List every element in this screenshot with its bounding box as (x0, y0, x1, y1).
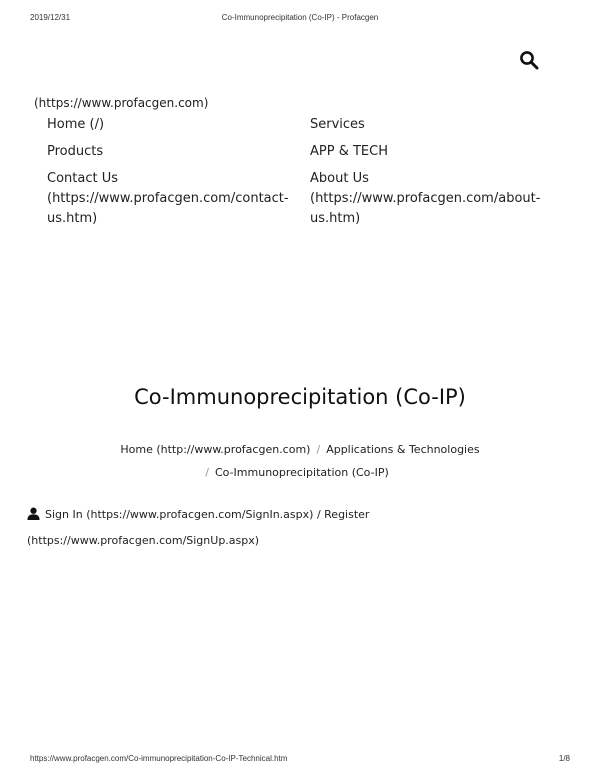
search-icon[interactable] (519, 50, 539, 70)
nav-contact-label: Contact Us (47, 171, 118, 186)
print-title: Co-Immunoprecipitation (Co-IP) - Profacgen (221, 13, 379, 22)
logo-link[interactable]: (https://www.profacgen.com) (34, 96, 209, 110)
sign-in-link[interactable]: Sign In (https://www.profacgen.com/SignIn.aspx) (45, 508, 314, 521)
nav-contact-url: (https://www.profacgen.com/contact- (47, 191, 289, 206)
print-header (0, 13, 600, 25)
account-links (45, 508, 369, 521)
nav-home[interactable]: Home (/) (47, 117, 105, 132)
breadcrumb (0, 443, 600, 456)
nav-products[interactable]: Products (47, 144, 104, 159)
nav-about-url: (https://www.profacgen.com/about- (310, 191, 541, 206)
breadcrumb-current: Co-Immunoprecipitation (Co-IP) (214, 466, 389, 479)
breadcrumb-applications[interactable]: Applications & Technologies (326, 443, 480, 456)
nav-contact-us[interactable] (47, 169, 297, 229)
page-title: Co-Immunoprecipitation (Co-IP) (134, 385, 466, 409)
nav-about-label: About Us (310, 171, 369, 186)
page-number: 1/8 (558, 754, 570, 763)
breadcrumb-home[interactable]: Home (http://www.profacgen.com) (120, 443, 311, 456)
user-icon (27, 507, 40, 520)
register-url[interactable]: (https://www.profacgen.com/SignUp.aspx) (27, 534, 260, 547)
nav-contact-url-end: us.htm) (47, 211, 98, 226)
nav-about-url-end: us.htm) (310, 211, 361, 226)
nav-services[interactable]: Services (310, 117, 365, 132)
print-footer (0, 754, 600, 766)
breadcrumb-separator: / (205, 466, 209, 479)
breadcrumb-current-line (0, 466, 594, 479)
register-link[interactable]: Register (324, 508, 370, 521)
print-date: 2019/12/31 (30, 13, 71, 22)
breadcrumb-separator: / (316, 443, 321, 456)
print-url: https://www.profacgen.com/Co-immunoprecipitation-Co-IP-Technical.htm (30, 754, 288, 763)
account-divider: / (316, 508, 321, 521)
nav-about-us[interactable] (310, 169, 560, 229)
nav-app-tech[interactable]: APP & TECH (310, 144, 388, 159)
